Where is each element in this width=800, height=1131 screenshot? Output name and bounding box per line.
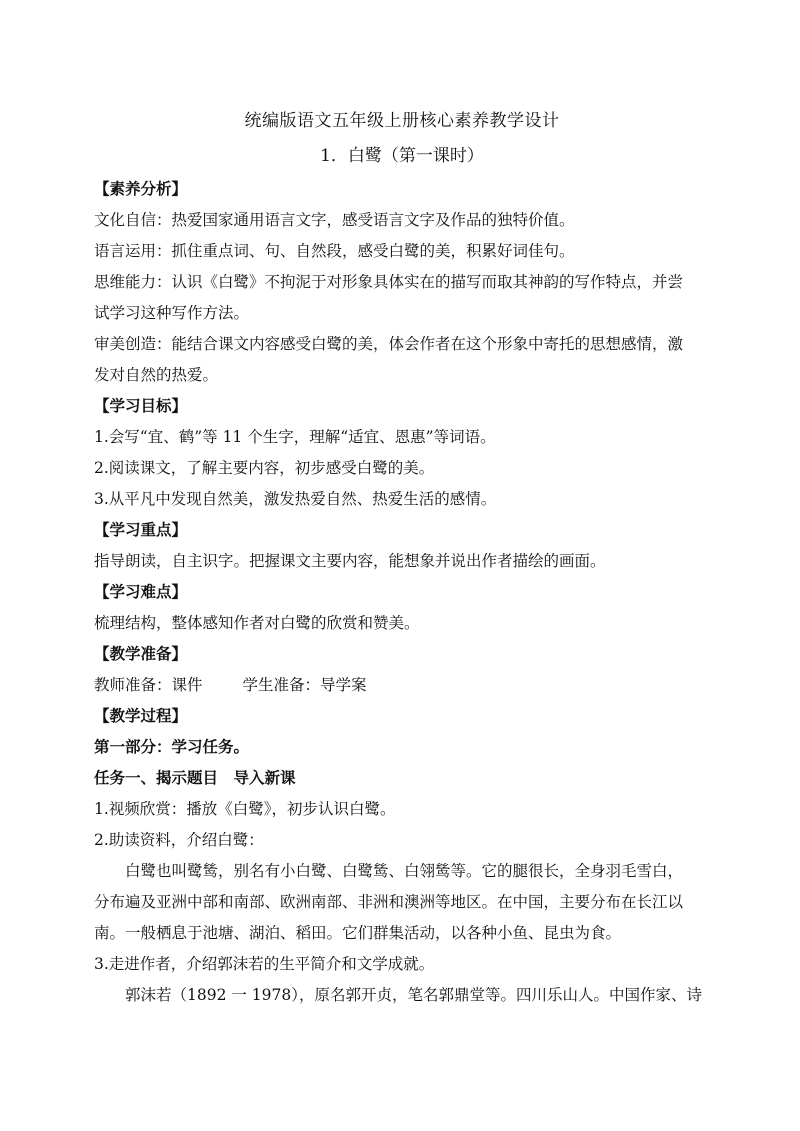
- literacy-aesthetic-line-2: 发对自然的热爱。: [94, 366, 219, 384]
- goal-item: 1.会写“宜、鹤”等 11 个生字，理解“适宜、恩惠”等词语。: [94, 428, 496, 446]
- process-step-2: 2.助读资料，介绍白鹭：: [94, 831, 264, 849]
- lesson-title: 1．白鹭（第一课时）: [320, 146, 484, 166]
- page-title: 统编版语文五年级上册核心素养教学设计: [244, 111, 560, 131]
- section-heading-literacy: 【素养分析】: [94, 180, 188, 198]
- teacher-preparation: 教师准备：课件: [94, 676, 203, 694]
- author-paragraph-line-1: 郭沫若（1892 一 1978），原名郭开贞，笔名郭鼎堂等。四川乐山人。中国作家、诗: [125, 986, 702, 1004]
- literacy-culture: 文化自信：热爱国家通用语言文字，感受语言文字及作品的独特价值。: [94, 211, 575, 229]
- literacy-aesthetic-line-1: 审美创造：能结合课文内容感受白鹭的美，体会作者在这个形象中寄托的思想感情，激: [94, 335, 684, 353]
- literacy-language: 语言运用：抓住重点词、句、自然段，感受白鹭的美，积累好词佳句。: [94, 242, 575, 260]
- process-step-1: 1.视频欣赏：播放《白鹭》，初步认识白鹭。: [94, 800, 396, 818]
- literacy-thinking-line-2: 试学习这种写作方法。: [94, 304, 250, 322]
- goal-item: 3.从平凡中发现自然美，激发热爱自然、热爱生活的感情。: [94, 490, 497, 508]
- document-page: [94, 104, 710, 1011]
- egret-paragraph-line-2: 分布遍及亚洲中部和南部、欧洲南部、非洲和澳洲等地区。在中国，主要分布在长江以: [94, 893, 684, 911]
- task-one-heading: 任务一、揭示题目 导入新课: [94, 769, 296, 787]
- key-points-text: 指导朗读，自主识字。把握课文主要内容，能想象并说出作者描绘的画面。: [94, 552, 606, 570]
- section-heading-key-points: 【学习重点】: [94, 521, 188, 539]
- part-one-heading: 第一部分：学习任务。: [94, 738, 250, 756]
- preparation-line: [94, 670, 710, 701]
- student-preparation: 学生准备：导学案: [242, 676, 367, 694]
- section-heading-process: 【教学过程】: [94, 707, 188, 725]
- section-heading-preparation: 【教学准备】: [94, 645, 188, 663]
- goal-item: 2.阅读课文，了解主要内容，初步感受白鹭的美。: [94, 459, 435, 477]
- process-step-3: 3.走进作者，介绍郭沫若的生平简介和文学成就。: [94, 955, 435, 973]
- difficulties-text: 梳理结构，整体感知作者对白鹭的欣赏和赞美。: [94, 614, 420, 632]
- egret-paragraph-line-3: 南。一般栖息于池塘、湖泊、稻田。它们群集活动，以各种小鱼、昆虫为食。: [94, 924, 622, 942]
- section-heading-difficulties: 【学习难点】: [94, 583, 188, 601]
- literacy-thinking-line-1: 思维能力：认识《白鹭》不拘泥于对形象具体实在的描写而取其神韵的写作特点，并尝: [94, 273, 684, 291]
- egret-paragraph-line-1: 白鹭也叫鹭鸶，别名有小白鹭、白鹭鸶、白翎鸶等。它的腿很长，全身羽毛雪白，: [125, 862, 684, 880]
- section-heading-goals: 【学习目标】: [94, 397, 188, 415]
